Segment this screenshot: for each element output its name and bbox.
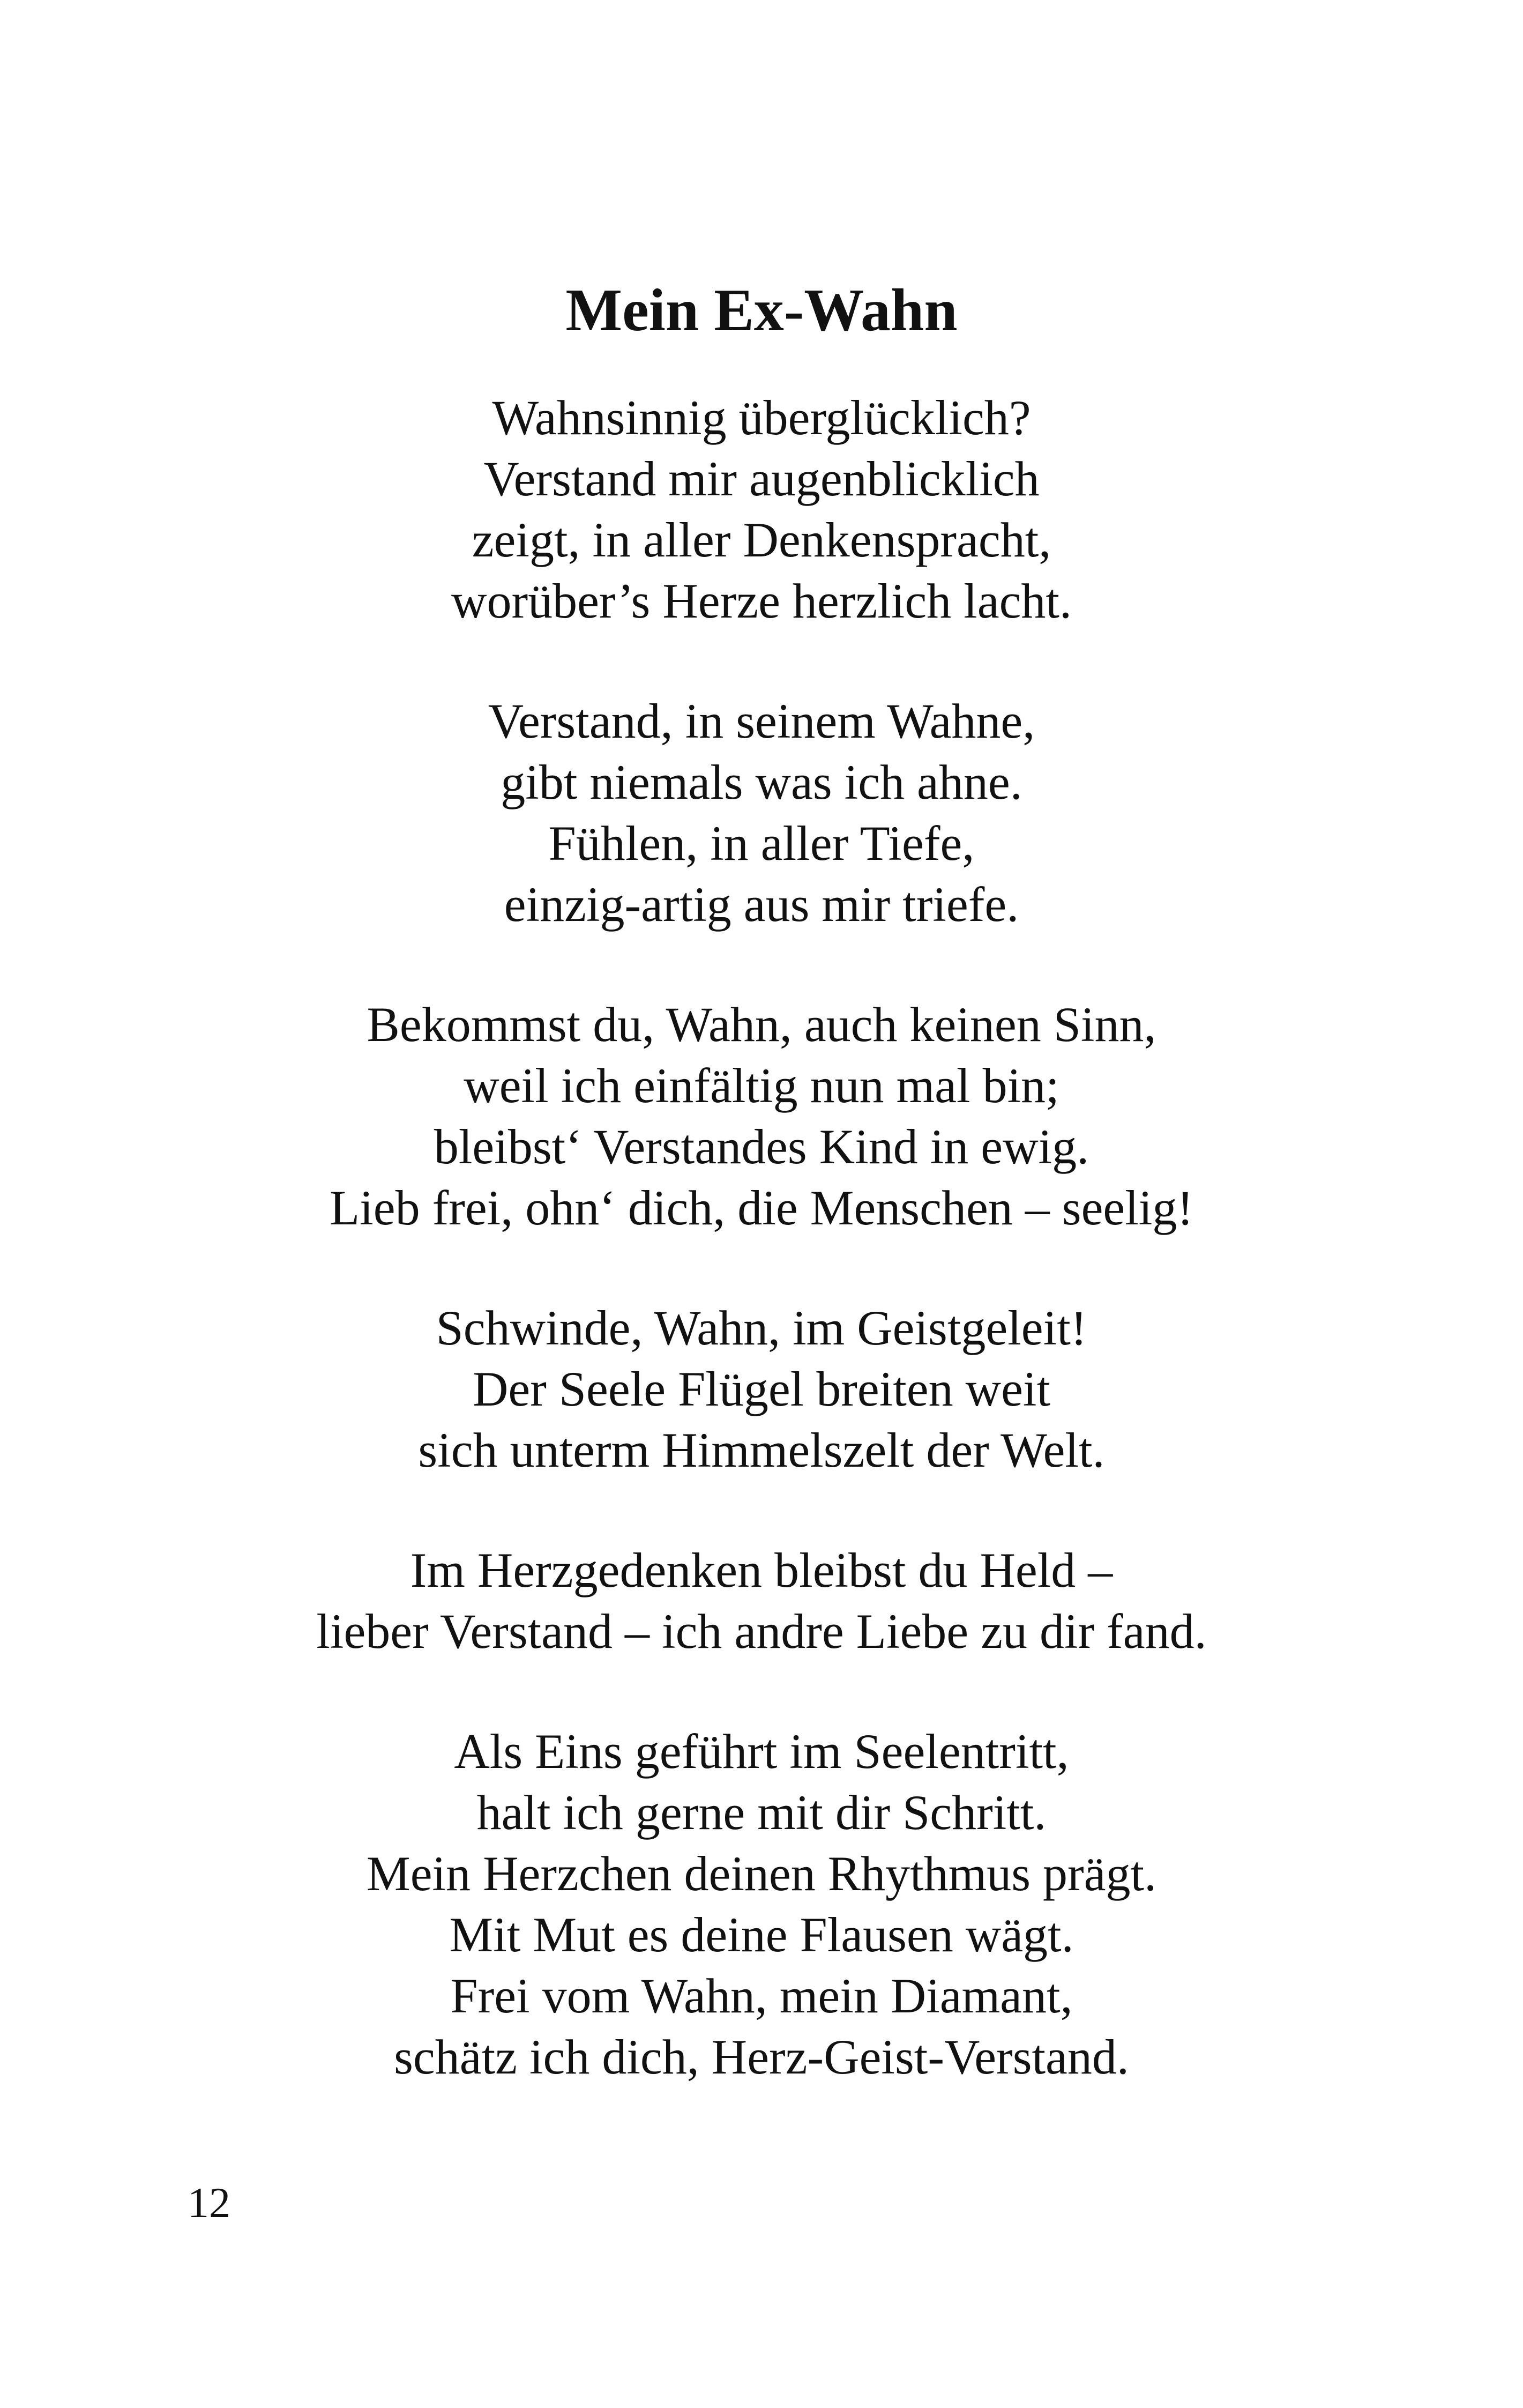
stanza xyxy=(0,1297,1523,1481)
poem-title: Mein Ex-Wahn xyxy=(565,277,958,344)
poem-body xyxy=(0,387,1523,2146)
stanza xyxy=(0,1721,1523,2087)
poem-line: Als Eins geführt im Seelentritt, xyxy=(454,1724,1069,1779)
poem-line: Verstand, in seinem Wahne, xyxy=(488,694,1035,748)
stanza xyxy=(0,1540,1523,1662)
poem-line: Lieb frei, ohn‘ dich, die Menschen – seelig! xyxy=(329,1180,1194,1235)
poem-line: Im Herzgedenken bleibst du Held – xyxy=(410,1543,1113,1597)
poem-line: bleibst‘ Verstandes Kind in ewig. xyxy=(434,1119,1089,1174)
poem-line: Fühlen, in aller Tiefe, xyxy=(548,816,975,871)
poem-line: einzig-artig aus mir triefe. xyxy=(504,877,1019,932)
poem-line: gibt niemals was ich ahne. xyxy=(501,755,1022,809)
poem-line: sich unterm Himmelszelt der Welt. xyxy=(418,1423,1105,1477)
poem-line: Mit Mut es deine Flausen wägt. xyxy=(449,1907,1074,1962)
poem-line: zeigt, in aller Denkenspracht, xyxy=(472,512,1051,567)
poem-line: halt ich gerne mit dir Schritt. xyxy=(476,1785,1047,1840)
stanza xyxy=(0,387,1523,631)
poem-line: Der Seele Flügel breiten weit xyxy=(472,1362,1051,1416)
poem-line: worüber’s Herze herzlich lacht. xyxy=(451,574,1072,628)
poem-line: lieber Verstand – ich andre Liebe zu dir fand. xyxy=(316,1604,1207,1659)
poem-line: Schwinde, Wahn, im Geistgeleit! xyxy=(436,1300,1087,1355)
poem-line: Bekommst du, Wahn, auch keinen Sinn, xyxy=(367,997,1156,1052)
poem-line: Verstand mir augenblicklich xyxy=(483,451,1040,506)
poem-line: Mein Herzchen deinen Rhythmus prägt. xyxy=(366,1846,1157,1901)
page-number: 12 xyxy=(188,2180,230,2227)
poem-line: Wahnsinnig überglücklich? xyxy=(492,390,1031,445)
poem-line: Frei vom Wahn, mein Diamant, xyxy=(450,1968,1073,2023)
poem-line: weil ich einfältig nun mal bin; xyxy=(464,1058,1059,1113)
stanza xyxy=(0,994,1523,1238)
stanza xyxy=(0,690,1523,935)
poem-line: schätz ich dich, Herz-Geist-Verstand. xyxy=(394,2030,1129,2084)
